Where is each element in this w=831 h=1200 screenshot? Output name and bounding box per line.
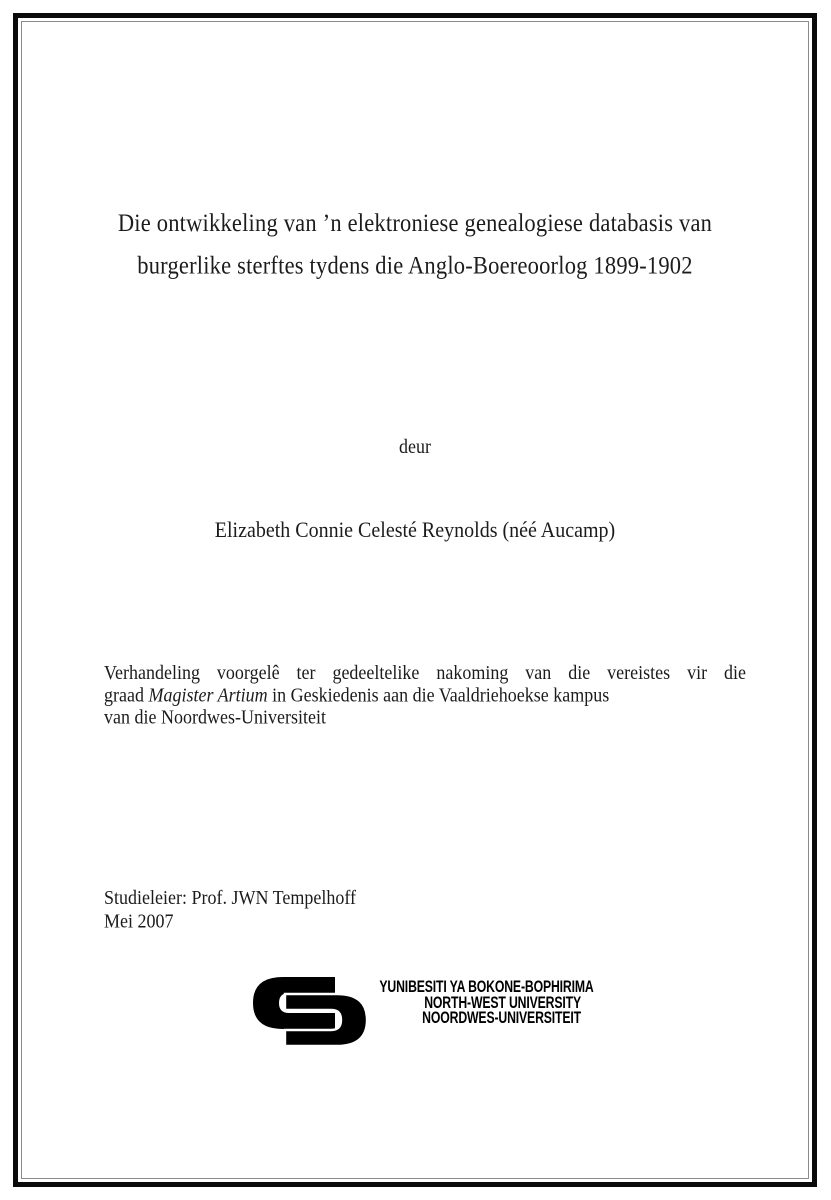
logo-text-setswana: YUNIBESITI YA BOKONE-BOPHIRIMA <box>379 977 594 996</box>
thesis-title <box>20 202 810 287</box>
thesis-title-line-2: burgerlike sterftes tydens die Anglo-Boereoorlog 1899-1902 <box>137 251 693 280</box>
degree-name-italic: Magister Artium <box>148 683 268 707</box>
submission-statement <box>104 661 746 729</box>
statement-line-2 <box>104 684 746 707</box>
nwu-logo-mark-icon <box>253 977 367 1046</box>
statement-line-2-prefix: graad <box>104 683 149 707</box>
university-logo <box>253 975 594 1050</box>
logo-text-afrikaans: NOORDWES-UNIVERSITEIT <box>422 1008 581 1028</box>
university-logo-text <box>379 977 594 1028</box>
supervisor-line: Studieleier: Prof. JWN Tempelhoff <box>104 886 357 909</box>
supervisor-block <box>104 886 524 932</box>
statement-line-2-suffix: in Geskiedenis aan die Vaaldriehoekse kampus <box>267 683 610 707</box>
logo-text-english: NORTH-WEST UNIVERSITY <box>424 992 581 1012</box>
date-line: Mei 2007 <box>104 908 174 932</box>
author-name: Elizabeth Connie Celesté Reynolds (néé Aucamp) <box>214 518 616 543</box>
statement-line-1: Verhandeling voorgelê ter gedeeltelike nakoming van die vereistes vir die <box>104 661 746 684</box>
thesis-title-line-1: Die ontwikkeling van ’n elektroniese genealogiese databasis van <box>117 208 713 237</box>
byline-deur: deur <box>399 435 431 458</box>
statement-line-3: van die Noordwes-Universiteit <box>104 706 326 729</box>
